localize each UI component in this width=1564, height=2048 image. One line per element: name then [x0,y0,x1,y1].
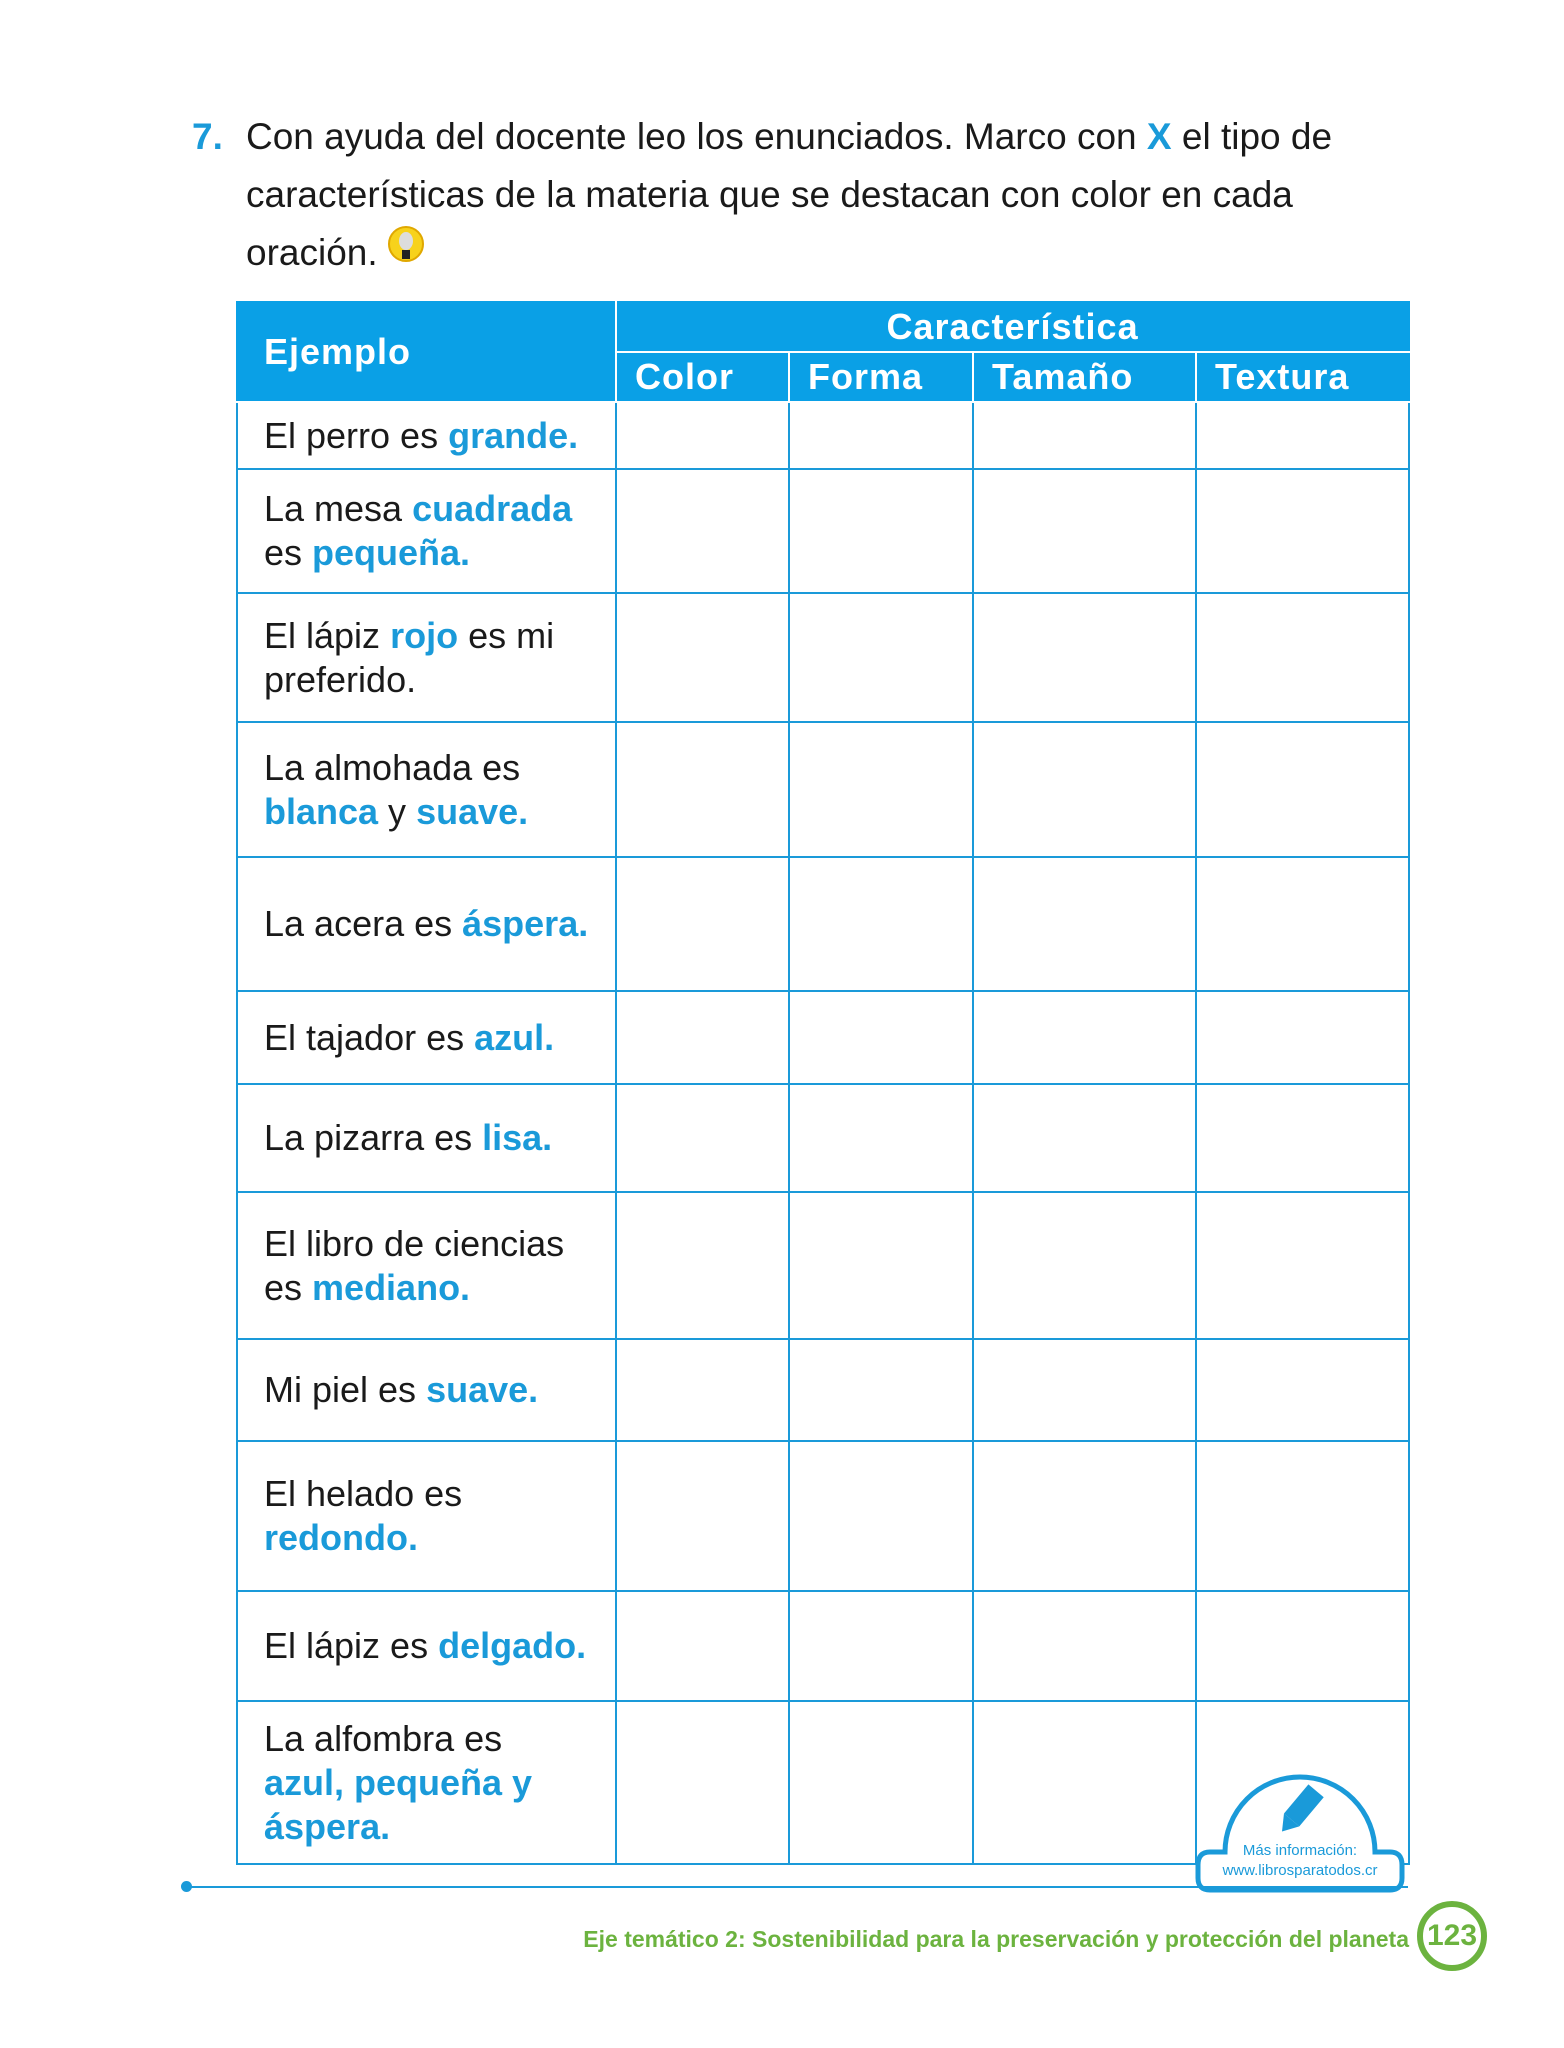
sentence-text: La pizarra es [264,1117,483,1158]
mark-cell-color[interactable] [616,1701,789,1864]
sentence-text: La mesa [264,488,413,529]
sentence-text: La alfombra es [264,1717,503,1759]
page-number: 123 [1417,1901,1487,1971]
highlighted-word: suave. [426,1369,539,1410]
mark-cell-textura[interactable] [1196,1441,1409,1591]
mark-cell-tamano[interactable] [973,469,1196,593]
mark-cell-tamano[interactable] [973,857,1196,991]
more-info-badge[interactable] [1190,1770,1410,1895]
example-cell [237,402,616,469]
footer-theme: Eje temático 2: Sostenibilidad para la preservación y protección del planeta [583,1926,1409,1952]
table-row [237,722,1409,857]
mark-cell-forma[interactable] [789,722,973,857]
highlighted-word: rojo [390,614,459,656]
sentence-text: y [378,790,417,832]
example-cell [237,1084,616,1192]
example-cell [237,1192,616,1339]
table-row [237,1084,1409,1192]
sentence-text: El tajador es [264,1016,475,1058]
mark-cell-color[interactable] [616,402,789,469]
mark-cell-forma[interactable] [789,991,973,1084]
mark-cell-textura[interactable] [1196,1192,1409,1339]
example-cell [237,469,616,593]
badge-line1: Más información: [1242,1842,1358,1859]
table-row [237,469,1409,593]
mark-cell-forma[interactable] [789,1441,973,1591]
mark-cell-color[interactable] [616,991,789,1084]
mark-cell-forma[interactable] [789,593,973,722]
mark-cell-forma[interactable] [789,1591,973,1701]
characteristics-table [236,301,1410,1865]
table-row [237,1339,1409,1441]
mark-cell-forma[interactable] [789,1339,973,1441]
sentence-text: Mi piel es [264,1369,427,1410]
sentence-text: es [264,532,313,573]
mark-cell-tamano[interactable] [973,991,1196,1084]
sentence-text: es mi preferido. [264,614,555,700]
lightbulb-icon [386,225,426,269]
header-textura: Textura [1196,352,1409,402]
sentence-text: El lápiz es [264,1625,439,1666]
example-cell [237,991,616,1084]
mark-cell-textura[interactable] [1196,402,1409,469]
example-cell [237,1339,616,1441]
sentence-text: El perro es [264,414,449,456]
mark-symbol: X [1146,116,1172,157]
mark-cell-textura[interactable] [1196,1591,1409,1701]
mark-cell-tamano[interactable] [973,1192,1196,1339]
mark-cell-tamano[interactable] [973,1441,1196,1591]
mark-cell-forma[interactable] [789,1084,973,1192]
badge-url[interactable]: www.librosparatodos.cr [1222,1862,1378,1879]
header-tamano: Tamaño [973,352,1196,402]
header-color: Color [616,352,789,402]
mark-cell-color[interactable] [616,722,789,857]
sentence-text: El helado es [264,1473,463,1514]
sentence-text: El libro de ciencias es [264,1222,565,1308]
sentence-text: El lápiz [264,614,391,656]
highlighted-word: lisa. [482,1117,553,1158]
example-cell [237,1701,616,1864]
table-row [237,593,1409,722]
mark-cell-color[interactable] [616,469,789,593]
mark-cell-color[interactable] [616,1339,789,1441]
table-row [237,991,1409,1084]
mark-cell-textura[interactable] [1196,722,1409,857]
highlighted-word: grande. [448,414,579,456]
highlighted-word: mediano. [312,1266,471,1308]
highlighted-word: azul. [474,1016,555,1058]
table-row [237,402,1409,469]
example-cell [237,1591,616,1701]
instruction [192,108,1422,282]
mark-cell-textura[interactable] [1196,1084,1409,1192]
highlighted-word: suave. [416,790,529,832]
mark-cell-tamano[interactable] [973,1591,1196,1701]
table-row [237,1591,1409,1701]
header-caracteristica: Característica [616,302,1409,352]
exercise-number: 7. [192,116,223,157]
sentence-text: La acera es [264,903,463,944]
example-cell [237,857,616,991]
highlighted-word: azul, pequeña y áspera. [264,1761,533,1847]
header-ejemplo: Ejemplo [237,302,616,402]
example-cell [237,1441,616,1591]
highlighted-word: redondo. [264,1517,418,1558]
table-row [237,857,1409,991]
mark-cell-color[interactable] [616,1192,789,1339]
footer-divider [186,1886,1408,1888]
mark-cell-forma[interactable] [789,857,973,991]
mark-cell-tamano[interactable] [973,1339,1196,1441]
example-cell [237,722,616,857]
mark-cell-forma[interactable] [789,402,973,469]
instruction-text-end: el tipo de características de la materia que se destacan con color en cada oración. [246,116,1333,273]
highlighted-word: cuadrada [412,488,573,529]
mark-cell-color[interactable] [616,1441,789,1591]
example-cell [237,593,616,722]
table-row [237,1441,1409,1591]
mark-cell-tamano[interactable] [973,722,1196,857]
mark-cell-color[interactable] [616,1084,789,1192]
mark-cell-textura[interactable] [1196,1339,1409,1441]
highlighted-word: delgado. [438,1625,587,1666]
mark-cell-forma[interactable] [789,1192,973,1339]
mark-cell-color[interactable] [616,1591,789,1701]
table-row [237,1192,1409,1339]
mark-cell-textura[interactable] [1196,857,1409,991]
mark-cell-forma[interactable] [789,1701,973,1864]
instruction-text: Con ayuda del docente leo los enunciados. Marco con [246,116,1147,157]
mark-cell-tamano[interactable] [973,1701,1196,1864]
mark-cell-tamano[interactable] [973,593,1196,722]
mark-cell-tamano[interactable] [973,402,1196,469]
mark-cell-textura[interactable] [1196,593,1409,722]
header-forma: Forma [789,352,973,402]
mark-cell-forma[interactable] [789,469,973,593]
mark-cell-tamano[interactable] [973,1084,1196,1192]
mark-cell-color[interactable] [616,593,789,722]
highlighted-word: blanca [264,790,379,832]
mark-cell-textura[interactable] [1196,469,1409,593]
mark-cell-textura[interactable] [1196,991,1409,1084]
mark-cell-color[interactable] [616,857,789,991]
sentence-text: La almohada es [264,746,521,788]
highlighted-word: pequeña. [312,532,471,573]
highlighted-word: áspera. [462,903,589,944]
